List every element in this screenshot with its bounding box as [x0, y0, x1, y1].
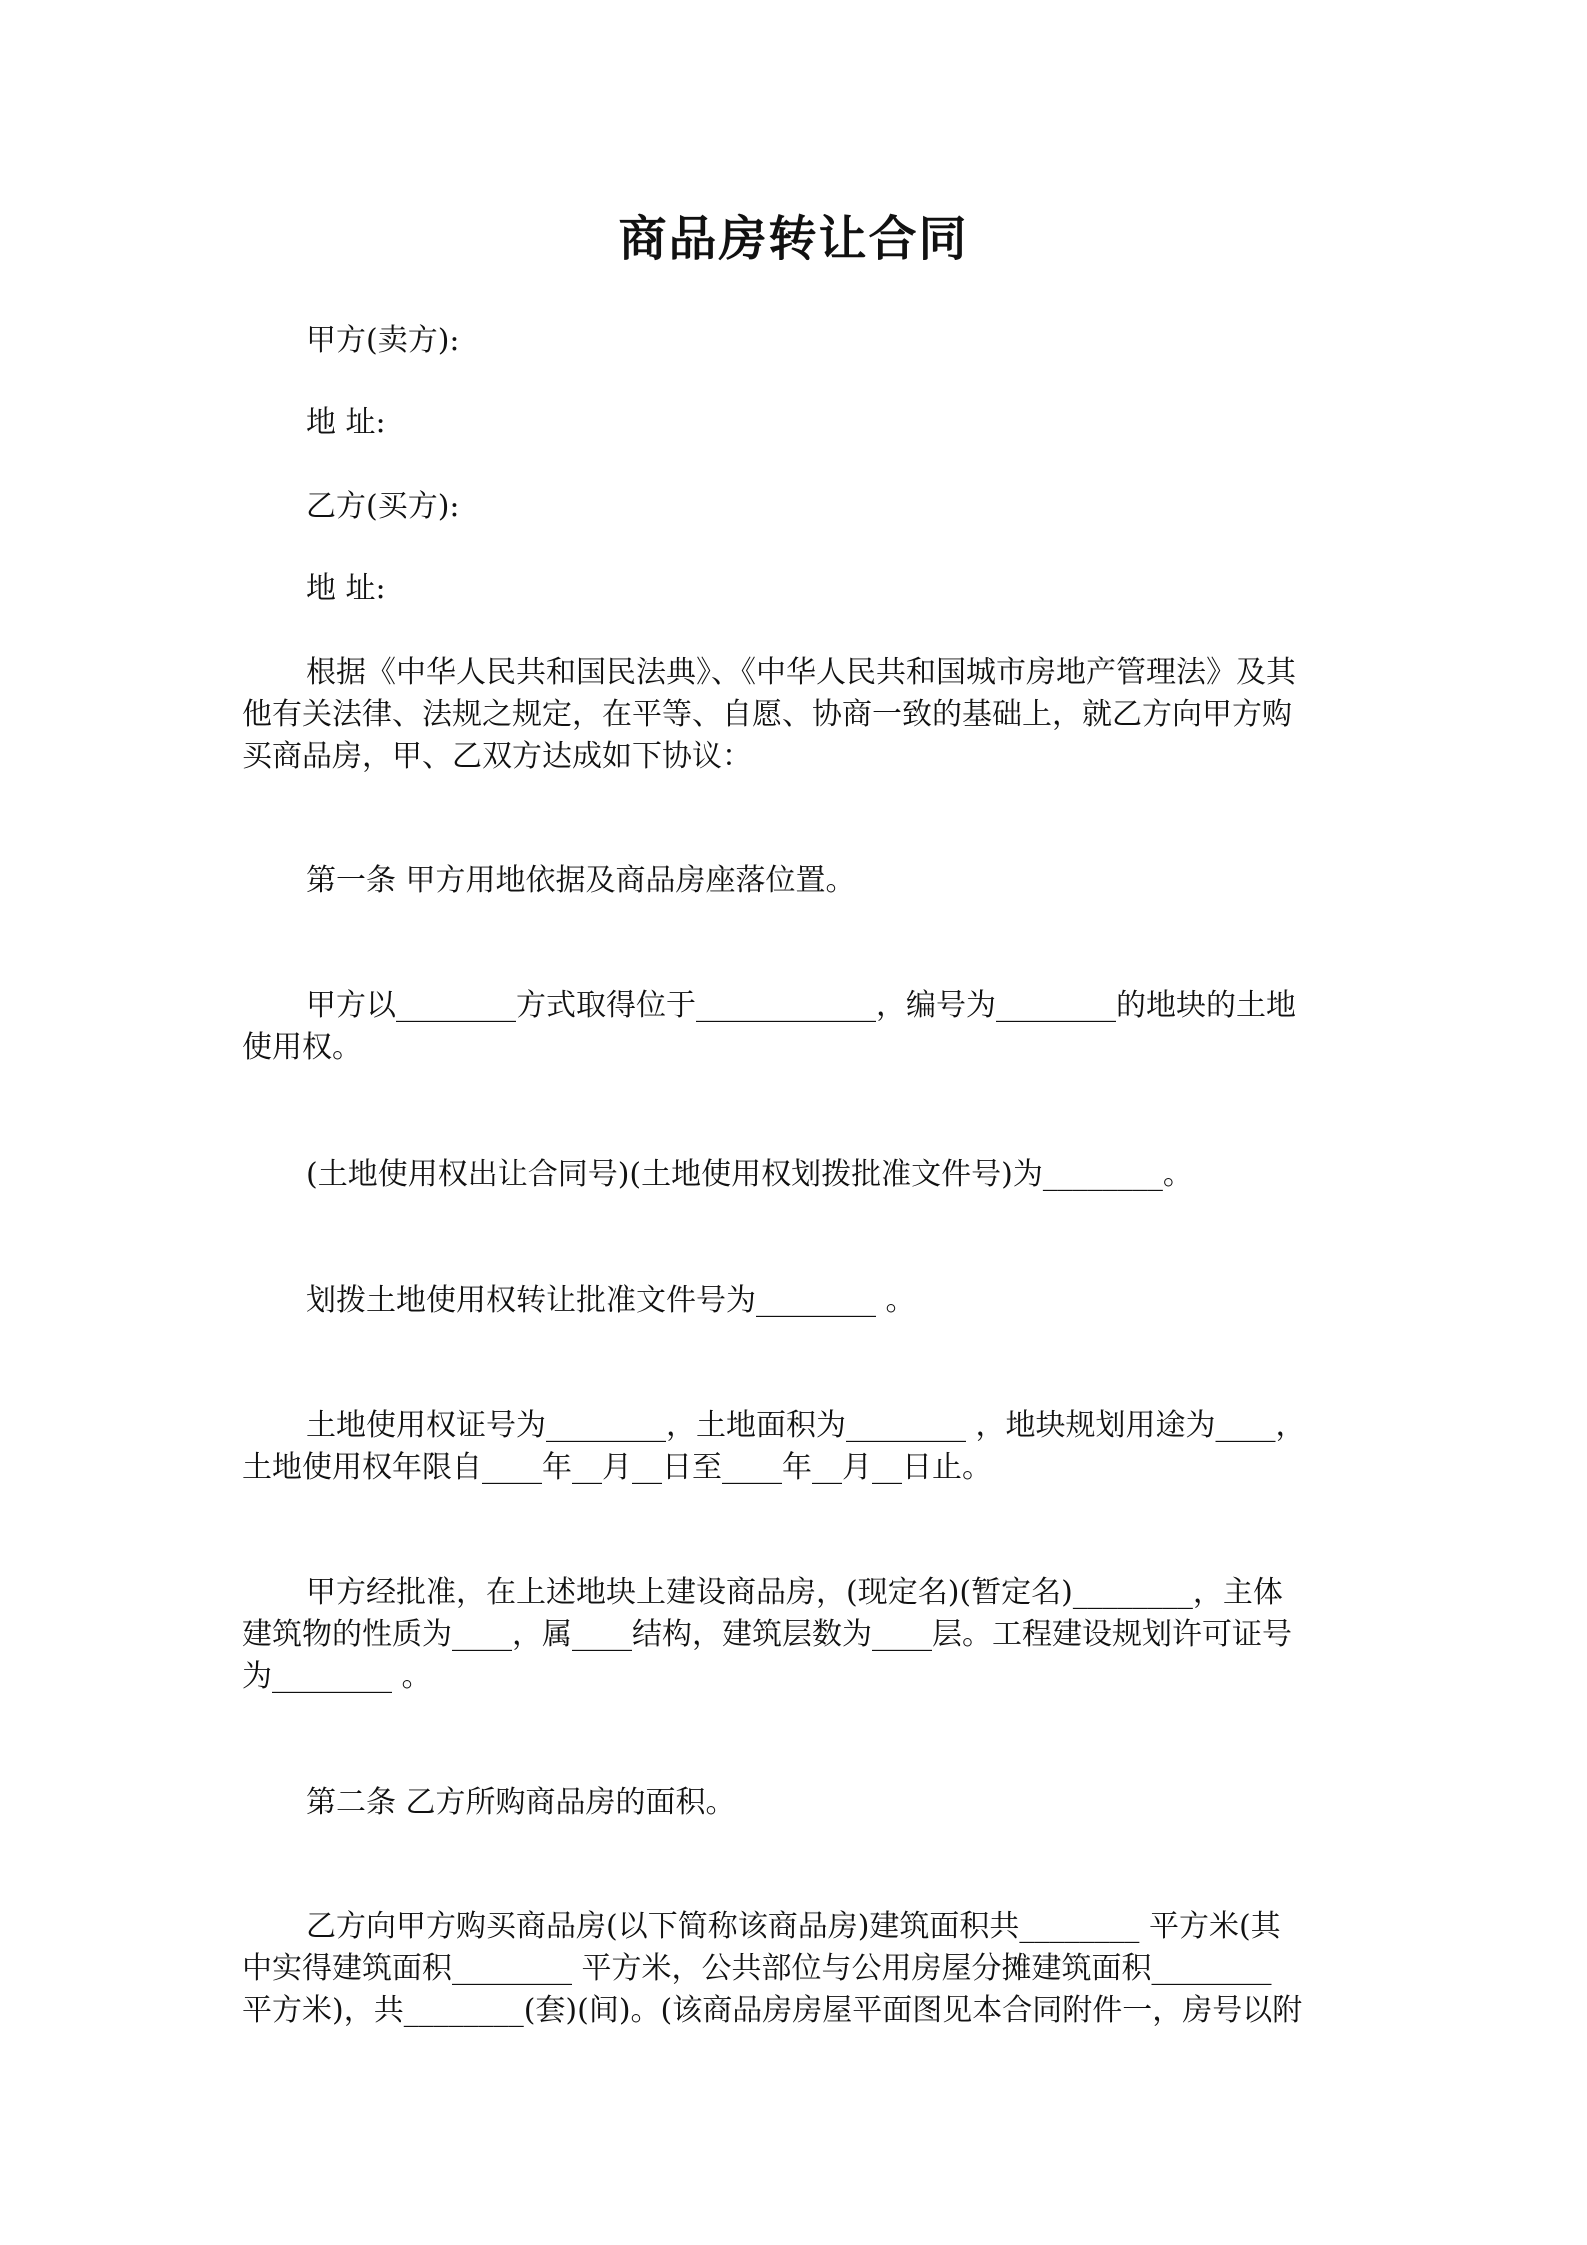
- article1-para1-line-1: 甲方以________方式取得位于____________，编号为________的地块的土地: [306, 988, 1296, 1023]
- article2-para1-line-3: 平方米)，共________(套)(间)。(该商品房房屋平面图见本合同附件一，房号以附: [242, 1993, 1303, 2028]
- article1-para5-line-3: 为________ 。: [242, 1659, 432, 1694]
- party-b-address-label: 地 址:: [306, 571, 386, 606]
- article1-heading: 第一条 甲方用地依据及商品房座落位置。: [306, 863, 856, 898]
- party-a-address-label: 地 址:: [306, 405, 386, 440]
- party-a-label: 甲方(卖方):: [306, 323, 460, 358]
- article1-para1-line-2: 使用权。: [242, 1030, 362, 1065]
- party-b-label: 乙方(买方):: [306, 489, 460, 524]
- article2-para1-line-2: 中实得建筑面积________ 平方米，公共部位与公用房屋分摊建筑面积________: [242, 1951, 1272, 1986]
- preamble-line-1: 根据《中华人民共和国民法典》、《中华人民共和国城市房地产管理法》及其: [306, 655, 1296, 690]
- article1-para4-line-1: 土地使用权证号为________，土地面积为________ ，地块规划用途为____，: [306, 1408, 1306, 1443]
- preamble-line-2: 他有关法律、法规之规定，在平等、自愿、协商一致的基础上，就乙方向甲方购: [242, 697, 1292, 732]
- article1-para5-line-2: 建筑物的性质为____，属____结构，建筑层数为____层。工程建设规划许可证号: [242, 1617, 1292, 1652]
- article2-heading: 第二条 乙方所购商品房的面积。: [306, 1785, 736, 1820]
- article1-para2: (土地使用权出让合同号)(土地使用权划拨批准文件号)为________。: [306, 1157, 1193, 1192]
- article1-para5-line-1: 甲方经批准，在上述地块上建设商品房，(现定名)(暂定名)________，主体: [306, 1575, 1283, 1610]
- preamble-line-3: 买商品房，甲、乙双方达成如下协议：: [242, 739, 752, 774]
- article1-para4-line-2: 土地使用权年限自____年__月__日至____年__月__日止。: [242, 1450, 992, 1485]
- document-title: 商品房转让合同: [618, 211, 969, 267]
- article2-para1-line-1: 乙方向甲方购买商品房(以下简称该商品房)建筑面积共________ 平方米(其: [306, 1909, 1281, 1944]
- article1-para3: 划拨土地使用权转让批准文件号为________ 。: [306, 1283, 916, 1318]
